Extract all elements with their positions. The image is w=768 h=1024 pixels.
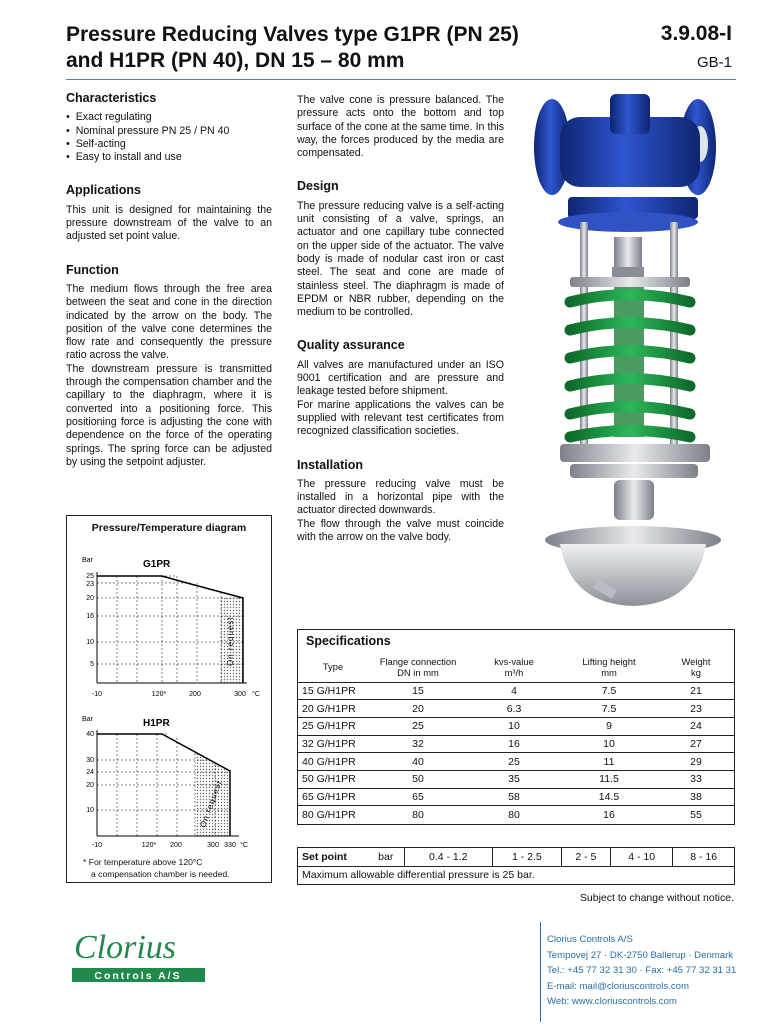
svg-text:20: 20 <box>86 595 94 602</box>
svg-text:300: 300 <box>207 842 219 849</box>
g1pr-on-request-label: On request <box>226 616 235 666</box>
h1pr-name: H1PR <box>143 718 170 729</box>
setpoint-unit: bar <box>368 848 404 866</box>
contact-address: Tempovej 27 · DK-2750 Ballerup · Denmark <box>547 949 734 961</box>
list-item: • Nominal pressure PN 25 / PN 40 <box>66 125 272 138</box>
applications-heading: Applications <box>66 183 142 198</box>
svg-text:330: 330 <box>224 842 236 849</box>
left-column <box>66 92 272 489</box>
h1pr-unit-label: Bar <box>82 716 93 723</box>
svg-text:25: 25 <box>86 573 94 580</box>
header-lifting: Lifting height mm <box>582 655 636 678</box>
middle-column <box>297 94 504 564</box>
svg-text:°C: °C <box>252 691 260 698</box>
balance-section <box>297 94 504 160</box>
footnote-line-2: a compensation chamber is needed. <box>91 869 230 879</box>
table-row: 20 G/H1PR 20 6.3 7.5 23 <box>298 700 734 718</box>
quality-section <box>297 339 504 438</box>
table-row: 40 G/H1PR 40 25 11 29 <box>298 753 734 771</box>
characteristics-heading: Characteristics <box>66 91 157 105</box>
document-title <box>66 22 626 74</box>
table-row: 65 G/H1PR 65 58 14.5 38 <box>298 788 734 806</box>
svg-text:5: 5 <box>90 661 94 668</box>
specifications-table <box>297 629 735 825</box>
contact-block <box>547 932 736 1010</box>
header-type: Type <box>322 661 344 673</box>
table-header-row <box>298 652 734 682</box>
footnote-line-1: * For temperature above 120°C <box>83 857 203 867</box>
installation-section <box>297 459 504 545</box>
svg-text:120*: 120* <box>151 691 167 698</box>
installation-text-1: The pressure reducing valve must be installed in a horizontal pipe with the actuator directed downwards. <box>297 477 504 517</box>
language-code: GB-1 <box>696 54 732 71</box>
characteristics-list <box>66 111 272 164</box>
installation-text-2: The flow through the valve must coincide with the arrow on the valve body. <box>297 517 504 544</box>
installation-heading: Installation <box>297 457 363 472</box>
svg-text:30: 30 <box>86 757 94 764</box>
function-text-1: The medium flows through the free area between the seat and cone in the direction indicated by the arrow on the body. The position of the valve cone determines the flow rate and consequently the pressure ratio across the valve. <box>66 282 272 362</box>
h1pr-y-ticks <box>86 731 94 814</box>
list-item: • Exact regulating <box>66 111 272 124</box>
pressure-temperature-diagram <box>66 515 272 883</box>
svg-text:200: 200 <box>189 691 201 698</box>
footer-divider <box>540 922 541 1022</box>
balance-text: The valve cone is pressure balanced. The pressure acts onto the bottom and top surface of the cone at the same time. In this way, the forces produced by the media are compensated. <box>297 94 504 160</box>
svg-text:23: 23 <box>86 581 94 588</box>
specs-grid <box>298 652 734 824</box>
setpoint-label: Set point <box>298 848 368 866</box>
svg-text:10: 10 <box>86 639 94 646</box>
table-row: 15 G/H1PR 15 4 7.5 21 <box>298 682 734 700</box>
max-differential-note: Maximum allowable differential pressure is 25 bar. <box>302 869 535 882</box>
valve-product-image <box>530 92 740 612</box>
svg-text:-10: -10 <box>91 691 103 698</box>
setpoint-table <box>297 847 735 885</box>
list-item: • Self-acting <box>66 138 272 151</box>
svg-text:16: 16 <box>86 613 94 620</box>
quality-text-2: For marine applications the valves can be supplied with relevant test certificates from recognized classification societies. <box>297 398 504 438</box>
quality-text-1: All valves are manufactured under an ISO 9001 certification and are pressure and leakage tested before shipment. <box>297 358 504 398</box>
contact-company: Clorius Controls A/S <box>547 934 633 945</box>
svg-text:300: 300 <box>234 691 246 698</box>
table-row: 32 G/H1PR 32 16 10 27 <box>298 735 734 753</box>
svg-text:40: 40 <box>86 731 94 738</box>
setpoint-range: 1 - 2.5 <box>492 848 561 866</box>
header-flange: Flange connection DN in mm <box>379 655 457 678</box>
header-weight: Weight kg <box>681 655 711 678</box>
header-kvs: kvs-value m³/h <box>494 655 534 678</box>
title-line-1: Pressure Reducing Valves type G1PR (PN 25) <box>66 23 519 46</box>
h1pr-on-request-label: On request <box>198 779 224 829</box>
diagram-footnote <box>83 856 230 880</box>
document-number: 3.9.08-I <box>660 22 732 45</box>
svg-text:200: 200 <box>170 842 182 849</box>
setpoint-range: 4 - 10 <box>610 848 672 866</box>
svg-text:24: 24 <box>86 769 94 776</box>
design-section <box>297 180 504 319</box>
svg-text:-10: -10 <box>91 842 103 849</box>
diagram-graphics <box>67 516 273 884</box>
table-row: 50 G/H1PR 50 35 11.5 33 <box>298 770 734 788</box>
quality-heading: Quality assurance <box>297 338 405 353</box>
svg-text:10: 10 <box>86 807 94 814</box>
function-section <box>66 264 272 469</box>
contact-email[interactable]: E-mail: mail@cloriuscontrols.com <box>547 980 689 992</box>
diagram-title: Pressure/Temperature diagram <box>91 522 247 534</box>
table-row: 25 G/H1PR 25 10 9 24 <box>298 717 734 735</box>
setpoint-range: 2 - 5 <box>561 848 610 866</box>
function-heading: Function <box>66 262 119 277</box>
h1pr-x-ticks <box>92 841 248 849</box>
svg-text:Clorius: Clorius <box>74 929 177 966</box>
clorius-logo <box>72 924 212 986</box>
applications-text: This unit is designed for maintaining the pressure downstream of the valve to an adjusted set point value. <box>66 203 272 243</box>
svg-text:°C: °C <box>240 842 248 849</box>
change-notice: Subject to change without notice. <box>579 892 734 904</box>
header-divider <box>66 79 736 80</box>
list-item: • Easy to install and use <box>66 151 272 164</box>
design-heading: Design <box>297 179 339 194</box>
g1pr-name: G1PR <box>143 559 171 570</box>
characteristics-section <box>66 92 272 164</box>
applications-section <box>66 184 272 243</box>
function-text-2: The downstream pressure is transmitted through the compensation chamber and the capillary to the diaphragm, where it is converted into a positioning force. This positioning force is adjusting the cone with dependence on the force of the operating springs. The spring force can be adjusted by using the setpoint adjuster. <box>66 362 272 468</box>
contact-web[interactable]: Web: www.cloriuscontrols.com <box>547 996 677 1008</box>
g1pr-unit-label: Bar <box>82 557 93 564</box>
g1pr-y-ticks <box>86 573 94 668</box>
setpoint-range: 0.4 - 1.2 <box>404 848 492 866</box>
contact-phone: Tel.: +45 77 32 31 30 · Fax: +45 77 32 31 31 <box>547 965 737 977</box>
specifications-heading: Specifications <box>306 634 391 648</box>
svg-text:Controls A/S: Controls A/S <box>94 970 182 982</box>
title-line-2: and H1PR (PN 40), DN 15 – 80 mm <box>66 49 405 72</box>
g1pr-x-ticks <box>92 690 260 698</box>
setpoint-row <box>298 848 734 866</box>
table-row: 80 G/H1PR 80 80 16 55 <box>298 806 734 824</box>
svg-text:20: 20 <box>86 782 94 789</box>
setpoint-range: 8 - 16 <box>673 848 734 866</box>
svg-text:120*: 120* <box>141 842 157 849</box>
design-text: The pressure reducing valve is a self-acting unit consisting of a valve, springs, an actuator and one capillary tube connected on the upper side of the actuator. The valve body is made of nodular cast iron or cast steel. The seat and cone are made of stainless steel. The diaphragm is made of EPDM or NBR rubber, depending on the medium to be controlled. <box>297 199 504 319</box>
